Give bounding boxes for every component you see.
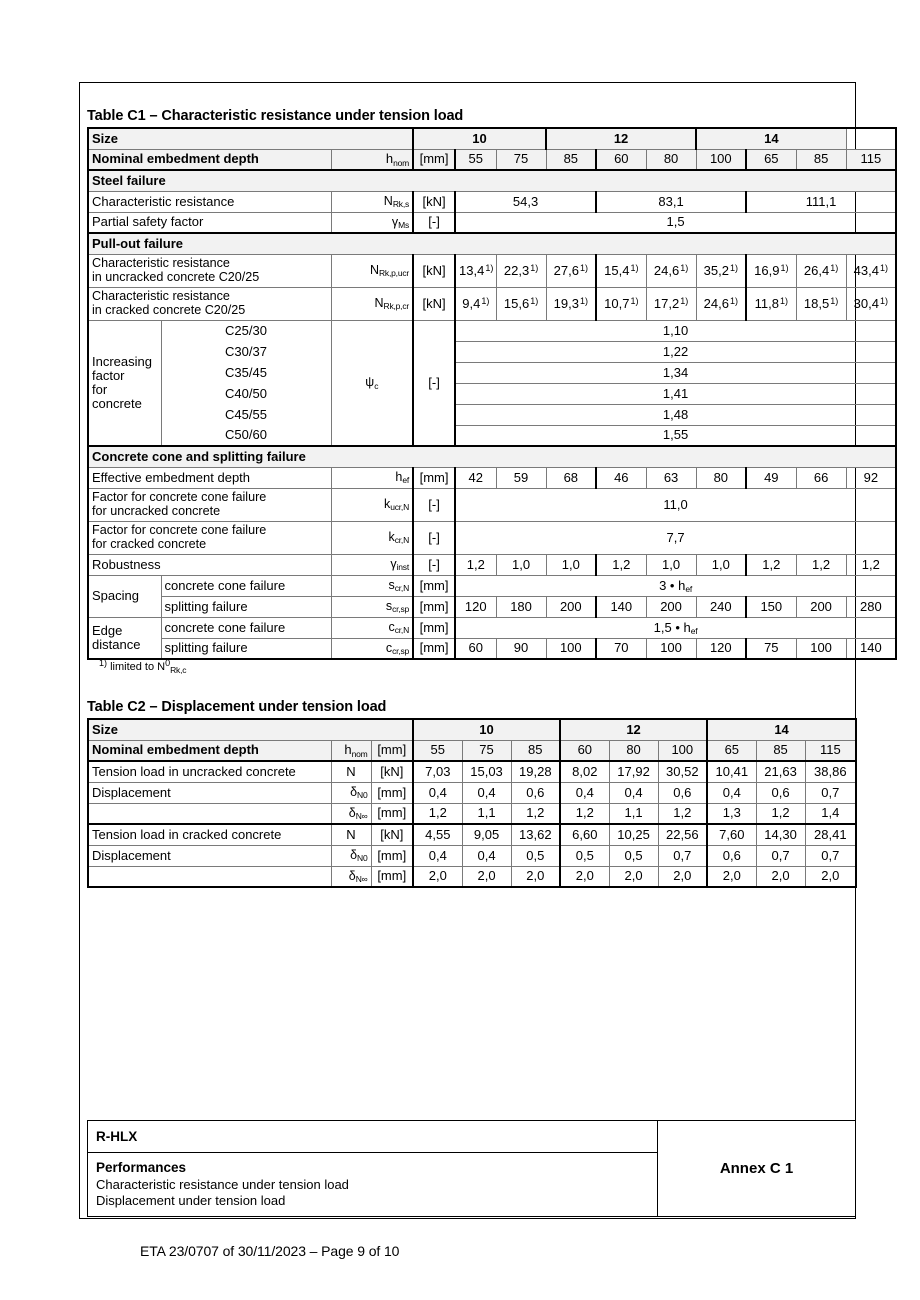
- c2-size-14: 14: [707, 719, 856, 740]
- c1-ccrsp-v2: 100: [546, 638, 596, 659]
- table-row: [88, 575, 896, 596]
- c2-disp-ucr-ninf-v7: 1,2: [756, 803, 805, 824]
- c1-pullout-cr-v6: 11,8$^{1)}$: [746, 287, 796, 320]
- table-row: [88, 617, 896, 638]
- c2-tension-ucr-v6: 10,41: [707, 761, 756, 782]
- c2-tension-ucr-v2: 19,28: [511, 761, 560, 782]
- c2-tension-cr-v4: 10,25: [609, 824, 658, 845]
- table-c2: [87, 718, 857, 888]
- c1-hef-label: Effective embedment depth: [88, 467, 331, 488]
- c2-disp-cr-n0-v5: 0,7: [658, 845, 707, 866]
- c2-tension-ucr-v7: 21,63: [756, 761, 805, 782]
- c1-factor-4: 1,48: [455, 404, 896, 425]
- c1-pullout-ucr-v8: 43,4$^{1)}$: [846, 254, 896, 287]
- page-content: [87, 108, 888, 888]
- c2-disp-ucr-ninf-v6: 1,3: [707, 803, 756, 824]
- document-footer-reference: ETA 23/0707 of 30/11/2023 – Page 9 of 10: [140, 1243, 400, 1259]
- c2-disp-cr-n0-unit: [mm]: [371, 845, 413, 866]
- footer-performances-line1: Characteristic resistance under tension load: [96, 1176, 349, 1192]
- c2-tension-ucr-symbol: N: [331, 761, 371, 782]
- c1-steel-res-unit: [kN]: [413, 191, 455, 212]
- c1-increasing-factor-label: [88, 320, 161, 446]
- c2-tension-ucr-v4: 17,92: [609, 761, 658, 782]
- c1-hnom-v5: 100: [696, 149, 746, 170]
- c2-disp-cr-ninf-v0: 2,0: [413, 866, 462, 887]
- c1-kcr-line1: Factor for concrete cone failure: [92, 523, 267, 538]
- c1-ccrsp-unit: [mm]: [413, 638, 455, 659]
- c2-tension-cr-v1: 9,05: [462, 824, 511, 845]
- c2-disp-ucr-n0-v5: 0,6: [658, 782, 707, 803]
- c1-hnom-v0: 55: [455, 149, 496, 170]
- c1-edge-split-sublabel: splitting failure: [161, 638, 331, 659]
- c1-hef-v0: 42: [455, 467, 496, 488]
- c1-scrN-unit: [mm]: [413, 575, 455, 596]
- c1-pullout-ucr-v4: 24,6$^{1)}$: [646, 254, 696, 287]
- c1-pullout-ucr-v7: 26,4$^{1)}$: [796, 254, 846, 287]
- c2-disp-ucr-n0-v3: 0,4: [560, 782, 609, 803]
- c2-hnom-v3: 60: [560, 740, 609, 761]
- c1-kucr-symbol: $k_{ucr,N}$: [331, 488, 413, 521]
- c2-disp-ucr-n0-v4: 0,4: [609, 782, 658, 803]
- c1-ccrsp-v6: 75: [746, 638, 796, 659]
- c1-steel-res-v0: 54,3: [455, 191, 596, 212]
- table-row: [88, 320, 896, 341]
- c1-rob-v6: 1,2: [746, 554, 796, 575]
- c1-kucr-line2: for uncracked concrete: [92, 503, 221, 518]
- c2-disp-cr-ninf-v3: 2,0: [560, 866, 609, 887]
- c2-tension-cr-v5: 22,56: [658, 824, 707, 845]
- c1-rob-v3: 1,2: [596, 554, 646, 575]
- c2-disp-cr-ninf-v1: 2,0: [462, 866, 511, 887]
- c1-grade-0: C25/30: [161, 320, 331, 341]
- c1-pullout-ucr-unit: [kN]: [413, 254, 455, 287]
- c2-tension-cr-v6: 7,60: [707, 824, 756, 845]
- c1-scrsp-symbol: $s_{cr,sp}$: [331, 596, 413, 617]
- c2-disp-cr-n0-symbol: $\delta_{N0}$: [331, 845, 371, 866]
- c1-hef-v4: 63: [646, 467, 696, 488]
- c1-size-14: 14: [696, 128, 846, 149]
- c1-edge-cone-sublabel: concrete cone failure: [161, 617, 331, 638]
- c1-ccrN-unit: [mm]: [413, 617, 455, 638]
- c1-factor-0: 1,10: [455, 320, 896, 341]
- c1-size-10: 10: [413, 128, 546, 149]
- table-row: [88, 191, 896, 212]
- c2-size-12: 12: [560, 719, 707, 740]
- c1-hef-v6: 49: [746, 467, 796, 488]
- table-row: [88, 782, 856, 803]
- footer-annex-label: Annex C 1: [658, 1121, 856, 1217]
- c2-disp-cr-ninf-unit: [mm]: [371, 866, 413, 887]
- c1-ccrsp-v3: 70: [596, 638, 646, 659]
- c1-scrsp-v5: 240: [696, 596, 746, 617]
- c2-hnom-unit: [mm]: [371, 740, 413, 761]
- c1-spacing-cone-sublabel: concrete cone failure: [161, 575, 331, 596]
- c2-disp-ucr-ninf-v4: 1,1: [609, 803, 658, 824]
- c2-hnom-v1: 75: [462, 740, 511, 761]
- c1-hef-unit: [mm]: [413, 467, 455, 488]
- c2-tension-cr-v2: 13,62: [511, 824, 560, 845]
- c1-pullout-cr-unit: [kN]: [413, 287, 455, 320]
- table-c2-title: Table C2 – Displacement under tension load: [87, 699, 387, 715]
- c1-robustness-symbol: $\gamma_{inst}$: [331, 554, 413, 575]
- c1-incfac-line1: Increasing factor: [92, 354, 152, 383]
- table-row: [88, 233, 896, 254]
- c1-edge-line1: Edge: [92, 622, 123, 638]
- c2-disp-ucr-n0-v2: 0,6: [511, 782, 560, 803]
- c1-size-label: Size: [88, 128, 413, 149]
- c1-factor-3: 1,41: [455, 383, 896, 404]
- c1-ccrsp-v0: 60: [455, 638, 496, 659]
- c2-hnom-v2: 85: [511, 740, 560, 761]
- footnote-subscript: Rk,c: [170, 664, 187, 675]
- c2-size-label: Size: [88, 719, 413, 740]
- footer-performances-line2: Displacement under tension load: [96, 1193, 286, 1209]
- table-row: [88, 446, 896, 467]
- c2-hnom-symbol: $h_{nom}$: [331, 740, 371, 761]
- c1-grade-3: C40/50: [161, 383, 331, 404]
- c2-disp-ucr-ninf-unit: [mm]: [371, 803, 413, 824]
- c2-tension-cr-v8: 28,41: [805, 824, 856, 845]
- c1-pullout-cr-symbol: $N_{Rk,p,cr}$: [331, 287, 413, 320]
- c2-tension-cr-label: Tension load in cracked concrete: [88, 824, 331, 845]
- c1-ccrsp-v8: 140: [846, 638, 896, 659]
- c1-pullout-ucr-v1: 22,3$^{1)}$: [496, 254, 546, 287]
- c1-rob-v7: 1,2: [796, 554, 846, 575]
- c2-tension-ucr-v1: 15,03: [462, 761, 511, 782]
- c1-hef-v3: 46: [596, 467, 646, 488]
- c2-disp-cr-ninf-v2: 2,0: [511, 866, 560, 887]
- c2-disp-ucr-label: Displacement: [88, 782, 331, 803]
- footnote-text: limited to N: [107, 661, 166, 673]
- c1-pullout-cr-v7: 18,5$^{1)}$: [796, 287, 846, 320]
- c1-kucr-unit: [-]: [413, 488, 455, 521]
- c1-pullout-cr-v0: 9,4$^{1)}$: [455, 287, 496, 320]
- c2-tension-ucr-unit: [kN]: [371, 761, 413, 782]
- c2-disp-ucr-ninf-v1: 1,1: [462, 803, 511, 824]
- c2-hnom-v5: 100: [658, 740, 707, 761]
- c1-factor-2: 1,34: [455, 362, 896, 383]
- c2-disp-ucr-ninf-v3: 1,2: [560, 803, 609, 824]
- c2-tension-ucr-label: Tension load in uncracked concrete: [88, 761, 331, 782]
- c1-scrsp-v7: 200: [796, 596, 846, 617]
- c1-hnom-symbol: $h_{nom}$: [331, 149, 413, 170]
- c2-disp-ucr-n0-v8: 0,7: [805, 782, 856, 803]
- c2-tension-ucr-v0: 7,03: [413, 761, 462, 782]
- c1-scrN-formula: 3 • $h_{ef}$: [455, 575, 896, 596]
- table-row: [88, 803, 856, 824]
- c1-robustness-unit: [-]: [413, 554, 455, 575]
- c1-pullout-cr-v4: 17,2$^{1)}$: [646, 287, 696, 320]
- table-row: [88, 287, 896, 320]
- c1-ccrN-formula: 1,5 • $h_{ef}$: [455, 617, 896, 638]
- c2-disp-ucr-ninf-blank: [88, 803, 331, 824]
- c1-grade-1: C30/37: [161, 341, 331, 362]
- c2-disp-cr-ninf-v4: 2,0: [609, 866, 658, 887]
- c2-disp-cr-ninf-v8: 2,0: [805, 866, 856, 887]
- table-row: [88, 404, 896, 425]
- c1-kcr-line2: for cracked concrete: [92, 536, 207, 551]
- c1-kucr-value: 11,0: [455, 488, 896, 521]
- footer-performances: [88, 1153, 658, 1217]
- c1-kucr-line1: Factor for concrete cone failure: [92, 490, 267, 505]
- c1-scrsp-v8: 280: [846, 596, 896, 617]
- c1-scrsp-v4: 200: [646, 596, 696, 617]
- c1-rob-v8: 1,2: [846, 554, 896, 575]
- c1-rob-v2: 1,0: [546, 554, 596, 575]
- c1-rob-v4: 1,0: [646, 554, 696, 575]
- c1-hnom-v6: 65: [746, 149, 796, 170]
- c2-disp-cr-ninf-symbol: $\delta_{N\infty}$: [331, 866, 371, 887]
- c1-pullout-ucr-v0: 13,4$^{1)}$: [455, 254, 496, 287]
- table-row: [88, 596, 896, 617]
- c1-rob-v5: 1,0: [696, 554, 746, 575]
- table-row: [88, 740, 856, 761]
- c1-pullout-ucr-v3: 15,4$^{1)}$: [596, 254, 646, 287]
- table-row: [88, 761, 856, 782]
- c1-ccrN-symbol: $c_{cr,N}$: [331, 617, 413, 638]
- c1-hnom-v8: 115: [846, 149, 896, 170]
- c1-psi-c-symbol: $\psi_c$: [331, 320, 413, 446]
- table-row: [88, 341, 896, 362]
- c1-scrsp-unit: [mm]: [413, 596, 455, 617]
- c1-hnom-v4: 80: [646, 149, 696, 170]
- footer-product-name: R-HLX: [88, 1121, 658, 1153]
- c2-disp-cr-ninf-v6: 2,0: [707, 866, 756, 887]
- table-row: [88, 149, 896, 170]
- c1-scrsp-v0: 120: [455, 596, 496, 617]
- c2-tension-ucr-v5: 30,52: [658, 761, 707, 782]
- c2-tension-ucr-v8: 38,86: [805, 761, 856, 782]
- c1-hnom-v1: 75: [496, 149, 546, 170]
- c1-steel-res-label: Characteristic resistance: [88, 191, 331, 212]
- c1-spacing-label: Spacing: [88, 575, 161, 617]
- c2-disp-ucr-n0-v6: 0,4: [707, 782, 756, 803]
- c1-rob-v1: 1,0: [496, 554, 546, 575]
- c1-grade-4: C45/55: [161, 404, 331, 425]
- c1-hef-symbol: $h_{ef}$: [331, 467, 413, 488]
- table-row: [88, 254, 896, 287]
- c2-tension-cr-v3: 6,60: [560, 824, 609, 845]
- table-row: [88, 824, 856, 845]
- c2-disp-cr-n0-v2: 0,5: [511, 845, 560, 866]
- c1-scrsp-v2: 200: [546, 596, 596, 617]
- c1-grade-2: C35/45: [161, 362, 331, 383]
- c1-incfac-line2: for concrete: [92, 381, 142, 411]
- footer-performances-title: Performances: [96, 1160, 187, 1175]
- table-row: [88, 554, 896, 575]
- table-row: [88, 362, 896, 383]
- c1-spacing-split-sublabel: splitting failure: [161, 596, 331, 617]
- annex-footer-table: [87, 1120, 856, 1217]
- c2-disp-cr-n0-v3: 0,5: [560, 845, 609, 866]
- c1-grade-5: C50/60: [161, 425, 331, 446]
- c1-hnom-unit: [mm]: [413, 149, 455, 170]
- c1-incfac-unit: [-]: [413, 320, 455, 446]
- c1-ccrsp-v4: 100: [646, 638, 696, 659]
- c2-disp-ucr-n0-symbol: $\delta_{N0}$: [331, 782, 371, 803]
- c1-hef-v5: 80: [696, 467, 746, 488]
- c1-pullout-ucr-v5: 35,2$^{1)}$: [696, 254, 746, 287]
- c2-disp-ucr-n0-v1: 0,4: [462, 782, 511, 803]
- c2-disp-ucr-ninf-v0: 1,2: [413, 803, 462, 824]
- table-row: [88, 467, 896, 488]
- table-row: [88, 170, 896, 191]
- c1-hnom-v3: 60: [596, 149, 646, 170]
- c1-hnom-v7: 85: [796, 149, 846, 170]
- c1-pullout-cr-v2: 19,3$^{1)}$: [546, 287, 596, 320]
- c2-disp-cr-ninf-blank: [88, 866, 331, 887]
- table-row: [88, 383, 896, 404]
- c1-hef-v7: 66: [796, 467, 846, 488]
- c2-disp-cr-n0-v1: 0,4: [462, 845, 511, 866]
- table-row: [88, 212, 896, 233]
- c2-tension-cr-symbol: N: [331, 824, 371, 845]
- c1-pullout-cr-v3: 10,7$^{1)}$: [596, 287, 646, 320]
- footnote-marker: 1): [99, 658, 108, 668]
- c2-disp-ucr-n0-v0: 0,4: [413, 782, 462, 803]
- c1-scrN-symbol: $s_{cr,N}$: [331, 575, 413, 596]
- c2-disp-cr-n0-v7: 0,7: [756, 845, 805, 866]
- c1-kcr-label: [88, 521, 331, 554]
- c2-disp-cr-ninf-v7: 2,0: [756, 866, 805, 887]
- c2-hnom-v6: 65: [707, 740, 756, 761]
- c2-disp-ucr-n0-unit: [mm]: [371, 782, 413, 803]
- c1-pullout-cr-label: [88, 287, 331, 320]
- c1-section-pullout: Pull-out failure: [88, 233, 896, 254]
- c1-hnom-v2: 85: [546, 149, 596, 170]
- c1-factor-5: 1,55: [455, 425, 896, 446]
- table-row: [88, 488, 896, 521]
- c1-kcr-symbol: $k_{cr,N}$: [331, 521, 413, 554]
- c1-psf-symbol: $\gamma_{Ms}$: [331, 212, 413, 233]
- c1-ccrsp-v5: 120: [696, 638, 746, 659]
- table-c1-footnote: [87, 658, 855, 675]
- c1-pullout-ucr-line2: in uncracked concrete C20/25: [92, 269, 260, 284]
- c1-kucr-label: [88, 488, 331, 521]
- c1-kcr-unit: [-]: [413, 521, 455, 554]
- c1-scrsp-v1: 180: [496, 596, 546, 617]
- c1-steel-res-symbol: $N_{Rk,s}$: [331, 191, 413, 212]
- c2-hnom-v7: 85: [756, 740, 805, 761]
- c1-hnom-label: Nominal embedment depth: [88, 149, 331, 170]
- c1-edge-distance-label: [88, 617, 161, 659]
- c1-pullout-ucr-symbol: $N_{Rk,p,ucr}$: [331, 254, 413, 287]
- c1-psf-label: Partial safety factor: [88, 212, 331, 233]
- c1-pullout-cr-line2: in cracked concrete C20/25: [92, 302, 246, 317]
- c2-hnom-v4: 80: [609, 740, 658, 761]
- c1-size-12: 12: [546, 128, 696, 149]
- c1-pullout-cr-v5: 24,6$^{1)}$: [696, 287, 746, 320]
- c1-rob-v0: 1,2: [455, 554, 496, 575]
- c1-steel-res-v1: 83,1: [596, 191, 746, 212]
- c1-robustness-label: Robustness: [88, 554, 331, 575]
- table-row: [88, 425, 896, 446]
- c1-hef-v1: 59: [496, 467, 546, 488]
- c2-disp-cr-n0-v4: 0,5: [609, 845, 658, 866]
- c2-disp-ucr-n0-v7: 0,6: [756, 782, 805, 803]
- footnote-superscript: 0: [165, 658, 171, 668]
- table-row: [88, 845, 856, 866]
- table-row: [88, 1121, 856, 1153]
- c2-disp-cr-n0-v0: 0,4: [413, 845, 462, 866]
- c1-pullout-ucr-v6: 16,9$^{1)}$: [746, 254, 796, 287]
- c1-section-cone: Concrete cone and splitting failure: [88, 446, 896, 467]
- c2-hnom-label: Nominal embedment depth: [88, 740, 331, 761]
- table-row: [88, 128, 896, 149]
- c2-hnom-v0: 55: [413, 740, 462, 761]
- c1-scrsp-v6: 150: [746, 596, 796, 617]
- c2-hnom-v8: 115: [805, 740, 856, 761]
- table-spacer: [87, 673, 855, 699]
- c1-psf-value: 1,5: [455, 212, 896, 233]
- annex-footer-block: [87, 1120, 855, 1217]
- c2-tension-cr-unit: [kN]: [371, 824, 413, 845]
- c1-kcr-value: 7,7: [455, 521, 896, 554]
- c1-factor-1: 1,22: [455, 341, 896, 362]
- c2-tension-ucr-v3: 8,02: [560, 761, 609, 782]
- c2-disp-cr-label: Displacement: [88, 845, 331, 866]
- c1-edge-line2: distance: [92, 636, 141, 652]
- table-c1-title: Table C1 – Characteristic resistance under tension load: [87, 108, 464, 124]
- c1-pullout-ucr-line1: Characteristic resistance: [92, 256, 230, 271]
- c1-scrsp-v3: 140: [596, 596, 646, 617]
- c2-disp-cr-n0-v8: 0,7: [805, 845, 856, 866]
- c2-size-10: 10: [413, 719, 560, 740]
- c1-pullout-ucr-v2: 27,6$^{1)}$: [546, 254, 596, 287]
- c2-disp-ucr-ninf-v2: 1,2: [511, 803, 560, 824]
- c2-disp-cr-n0-v6: 0,6: [707, 845, 756, 866]
- table-c1: [87, 127, 897, 660]
- c2-tension-cr-v0: 4,55: [413, 824, 462, 845]
- c1-ccrsp-symbol: $c_{cr,sp}$: [331, 638, 413, 659]
- table-row: [88, 866, 856, 887]
- c1-ccrsp-v7: 100: [796, 638, 846, 659]
- table-row: [88, 638, 896, 659]
- table-row: [88, 719, 856, 740]
- table-row: [88, 521, 896, 554]
- c1-ccrsp-v1: 90: [496, 638, 546, 659]
- c1-hef-v2: 68: [546, 467, 596, 488]
- c1-pullout-ucr-label: [88, 254, 331, 287]
- c1-pullout-cr-v1: 15,6$^{1)}$: [496, 287, 546, 320]
- c1-hef-v8: 92: [846, 467, 896, 488]
- c1-steel-res-v2: 111,1: [746, 191, 896, 212]
- c1-section-steel: Steel failure: [88, 170, 896, 191]
- c1-pullout-cr-line1: Characteristic resistance: [92, 289, 230, 304]
- c2-disp-cr-ninf-v5: 2,0: [658, 866, 707, 887]
- c2-tension-cr-v7: 14,30: [756, 824, 805, 845]
- c2-disp-ucr-ninf-v8: 1,4: [805, 803, 856, 824]
- c1-psf-unit: [-]: [413, 212, 455, 233]
- c1-pullout-cr-v8: 30,4$^{1)}$: [846, 287, 896, 320]
- c2-disp-ucr-ninf-v5: 1,2: [658, 803, 707, 824]
- c2-disp-ucr-ninf-symbol: $\delta_{N\infty}$: [331, 803, 371, 824]
